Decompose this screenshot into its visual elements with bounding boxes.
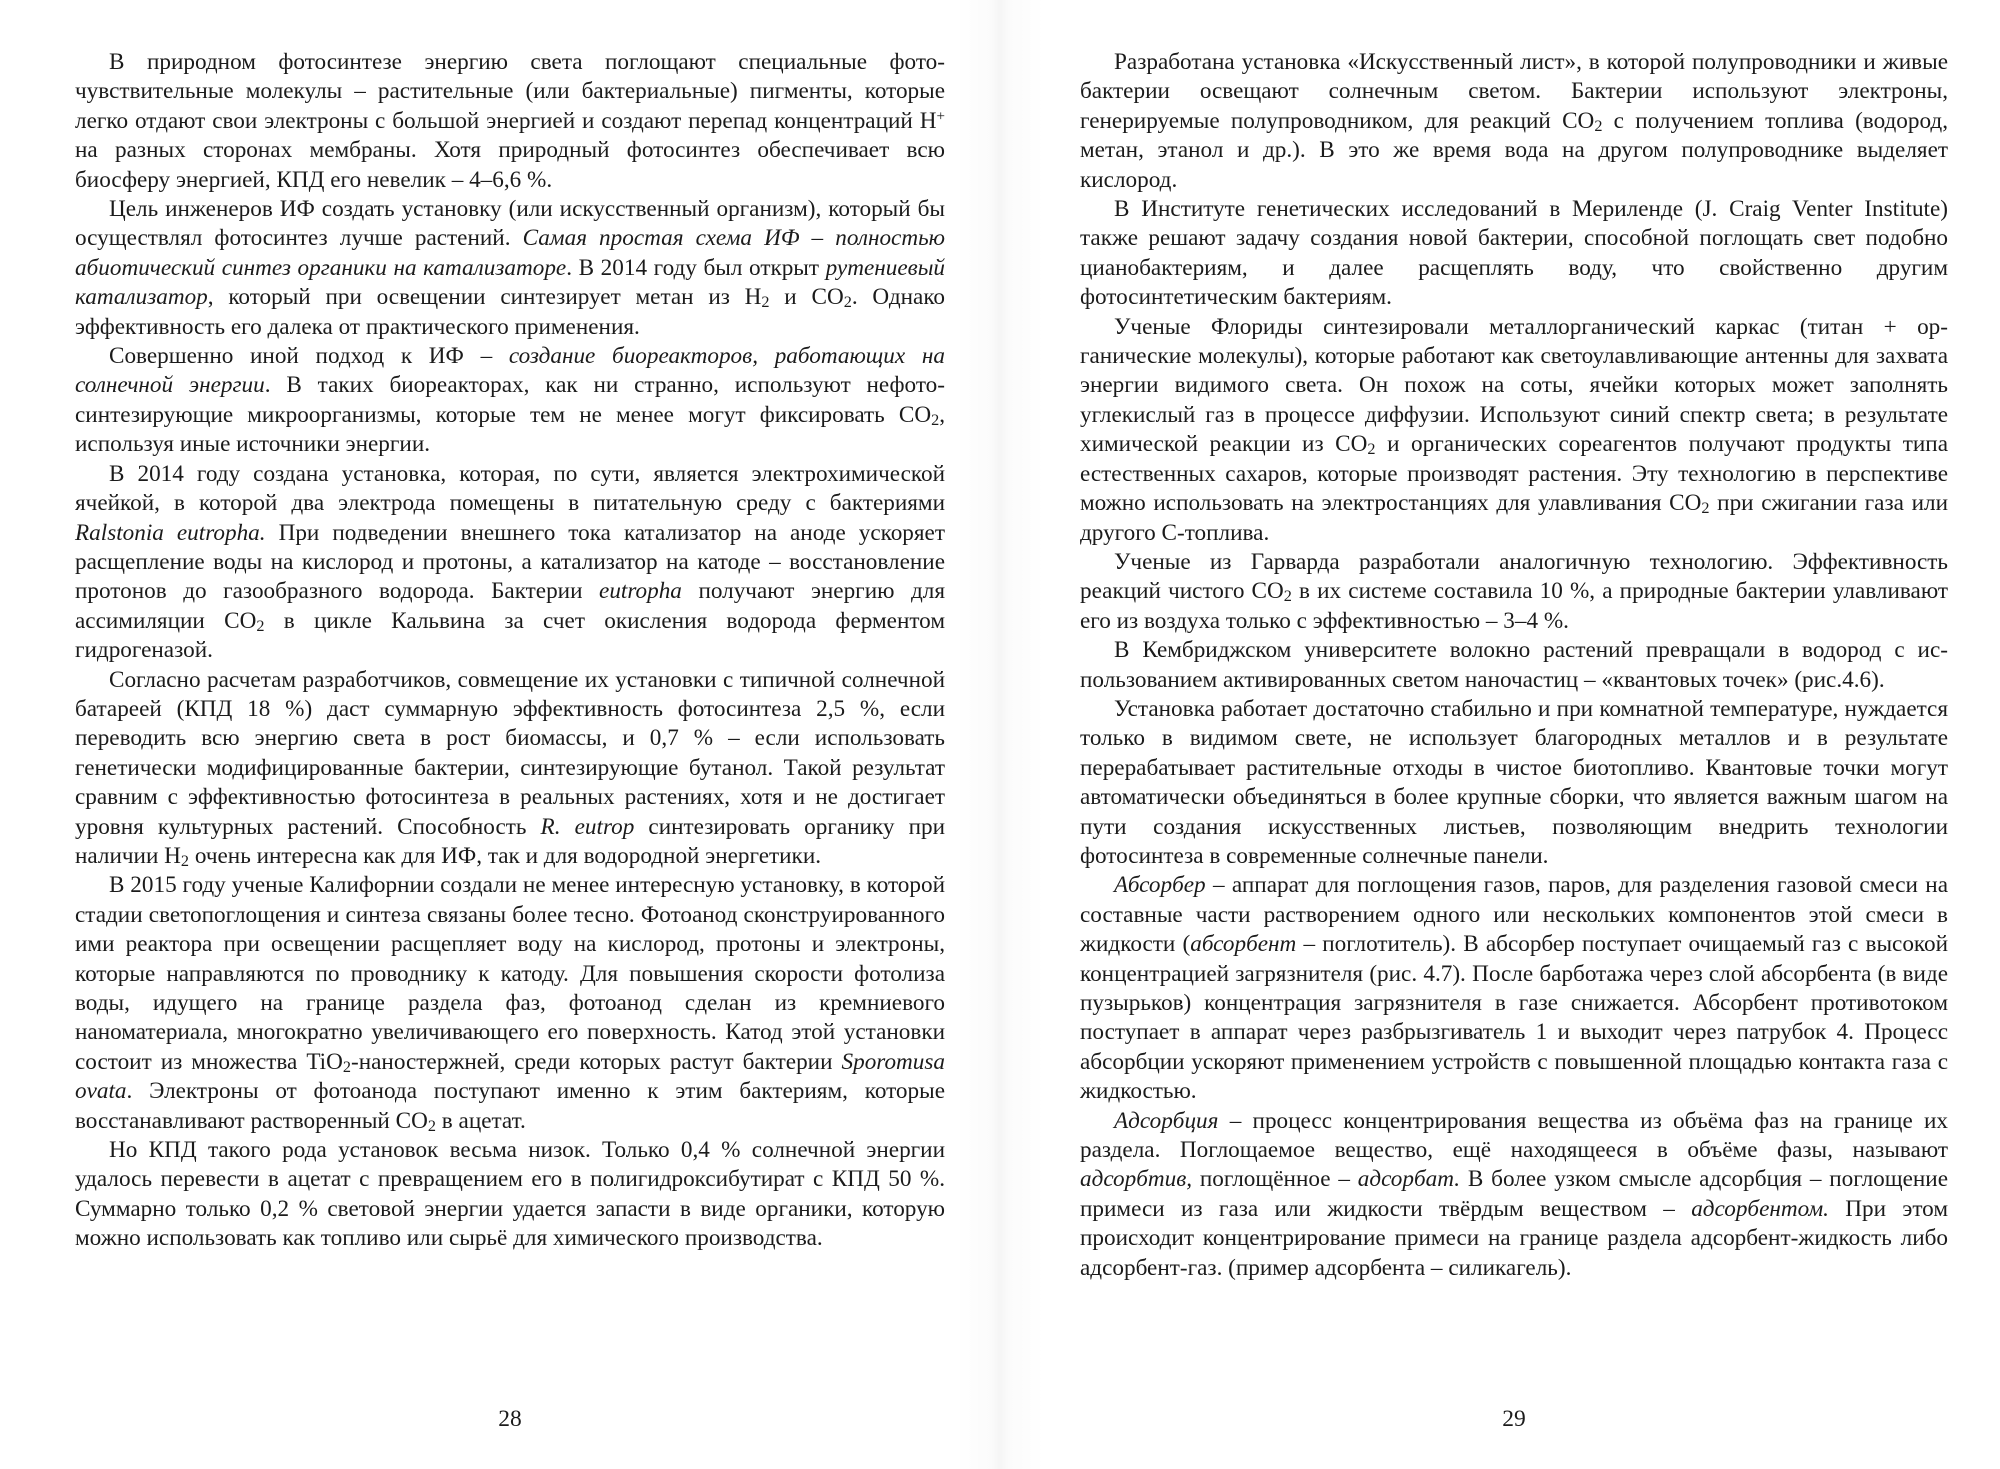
text-run: , используя иные источники энергии. xyxy=(75,401,945,458)
text-run: В природном фотосинтезе энергию света поглощают специальные фоточувствительные молекулы – растительные (или бактериальные) пигменты, которые легко отдают свои электроны с большой энергией и создают перепад концентраций H xyxy=(75,49,945,134)
text-run: В 2014 году создана установка, которая, по сути, является электрохимической ячейкой, в которой два электрода помещены в питательную среду с бактериями xyxy=(75,460,945,517)
paragraph xyxy=(1080,1107,1948,1283)
italic-text: рутениевый катализатор xyxy=(75,254,945,311)
right-page-text xyxy=(1080,48,1948,1283)
subscript-text: 2 xyxy=(427,1116,436,1135)
left-page xyxy=(75,48,945,1448)
italic-text: Абсорбер xyxy=(1114,872,1206,899)
italic-text: абсорбент xyxy=(1190,931,1297,958)
text-run: Разработана установка «Искусственный лист», в которой полупроводники и живые бактерии освещают солнечным светом. Бактерии используют электроны, генерируемые полупроводником, для реакций CO xyxy=(1080,49,1948,134)
text-run: – поглотитель). В абсорбер поступает очищаемый газ с высокой концентрацией загрязнителя (рис. 4.7). После барботажа через слой абсорбента (в виде пузырьков) концентрация загрязнителя в газе снижается. Абсорбент противотоком поступает в аппарат через разбрызгиватель 1 и выходит через патрубок 4. Процесс абсорбции ускоряют применением устройств с повышенной площадью контакта газа с жидкостью. xyxy=(1080,931,1948,1105)
paragraph xyxy=(75,460,945,666)
paragraph xyxy=(75,342,945,460)
text-run: – процесс концентрирования вещества из объёма фаз на границе их раздела. Поглощаемое вещество, ещё находящееся в объёме фазы, называют xyxy=(1080,1107,1948,1164)
paragraph xyxy=(1080,695,1948,871)
paragraph xyxy=(1080,195,1948,313)
page-number: 28 xyxy=(498,1406,522,1432)
paragraph xyxy=(75,871,945,1136)
paragraph xyxy=(75,195,945,342)
text-run: и CO xyxy=(769,284,844,311)
text-run: В Институте генетических исследований в Мериленде (J. Craig Venter Institute) также решают задачу создания новой бактерии, способной поглощать свет подобно цианобактериям, и далее расщеплять воду, что свойственно другим фотосинтетическим бактериям. xyxy=(1080,196,1948,311)
italic-text: Самая простая схема ИФ – полностью абиотический синтез органики на катализаторе xyxy=(75,225,945,281)
text-run: при сжигании газа или другого С-топлива. xyxy=(1080,490,1948,546)
text-run: . В таких биореакторах, как ни странно, используют нефотосинтезирующие микроорганизмы, которые тем не менее могут фиксировать CO xyxy=(75,372,945,428)
subscript-text: 2 xyxy=(1283,587,1292,606)
subscript-text: 2 xyxy=(256,616,265,635)
text-run: в их системе составила 10 %, а природные бактерии улавливают его из воздуха только с эффективностью – 3–4 %. xyxy=(1080,578,1948,634)
text-run: В более узком смысле адсорбция – поглощение примеси из газа или жидкости твёрдым веществом – xyxy=(1080,1166,1948,1222)
text-run: Ученые из Гарварда разработали аналогичную технологию. Эффективность реакций чистого CO xyxy=(1080,548,1948,605)
page-number: 29 xyxy=(1502,1406,1526,1432)
text-run: получают энергию для ассимиляции CO xyxy=(75,578,945,634)
subscript-text: 2 xyxy=(180,852,190,871)
text-run: Ученые Флориды синтезировали металлорганический каркас (титан + органические молекулы), которые работают как светоулавливающие антенны для захвата энергии видимого света. Он похож на соты, ячейки которых может заполнять углекислый газ в процессе диффузии. Используют синий спектр света; в результате химической реакции из CO xyxy=(1080,313,1948,458)
subscript-text: 2 xyxy=(1367,440,1376,459)
italic-text: адсорбентом. xyxy=(1691,1195,1829,1222)
italic-text: создание биореакторов, работающих на солнечной энергии xyxy=(75,343,945,399)
text-run: В 2015 году ученые Калифорнии создали не менее интересную установку, в которой стадии светопоглощения и синтеза связаны более тесно. Фотоанод сконструированного ими реактора при освещении расщепляет воду на кислород, протоны и электроны, которые направляются по проводнику к катоду. Для повышения скорости фотолиза воды, идущего на границе раздела фаз, фотоанод сделан из кремниевого наноматериала, многократно увеличивающего его поверхность. Катод этой установки состоит из множества TiO xyxy=(75,872,945,1075)
text-run: . В 2014 году был открыт xyxy=(566,254,826,281)
subscript-text: 2 xyxy=(931,411,940,430)
subscript-text: 2 xyxy=(1701,499,1710,518)
text-run: Но КПД такого рода установок весьма низок. Только 0,4 % солнечной энергии удалось перевести в ацетат с превращением его в полигидроксибутират с КПД 50 %. Суммарно только 0,2 % световой энергии удается запасти в виде органики, которую можно использовать как топливо или сырьё для химического производства. xyxy=(75,1137,945,1252)
italic-text: адсорбат. xyxy=(1357,1166,1461,1193)
left-page-text xyxy=(75,48,945,1254)
paragraph xyxy=(75,48,945,195)
text-run: Цель инженеров ИФ создать установку (или искусственный организм), который бы осуществлял фотосинтез лучше растений. xyxy=(75,196,945,252)
text-run: При этом происходит концентрирование примеси на границе раздела адсорбент-жидкость либо адсорбент-газ. (пример адсорбента – силикагель). xyxy=(1080,1195,1948,1281)
paragraph xyxy=(75,1136,945,1254)
right-page xyxy=(1080,48,1948,1448)
book-gutter xyxy=(955,0,1045,1469)
subscript-text: 2 xyxy=(761,293,770,312)
text-run: синтезировать органику при наличии H xyxy=(75,813,945,869)
text-run: -наностержней, среди которых растут бактерии xyxy=(351,1048,842,1075)
paragraph xyxy=(1080,548,1948,636)
text-run: поглощённое – xyxy=(1192,1166,1358,1193)
text-run: и органических сореагентов получают продукты типа естественных сахаров, которые производят растения. Эту технологию в перспективе можно использовать на электростанциях для улавливания CO xyxy=(1080,431,1948,517)
text-run: . Однако эффективность его далека от практического применения. xyxy=(75,284,946,340)
italic-text: адсорбтив, xyxy=(1080,1166,1193,1193)
text-run: Согласно расчетам разработчиков, совмещение их установки с типичной солнечной батареей (КПД 18 %) даст суммарную эффективность фотосинтеза 2,5 %, если переводить всю энергию света в рост биомассы, и 0,7 % – если использовать генетически модифицированные бактерии, синтезирующие бутанол. Такой результат сравним с эффективностью фотосинтеза в реальных растениях, хотя и не достигает уровня культурных растений. Способность xyxy=(75,666,945,840)
text-run: в цикле Кальвина за счет окисления водорода ферментом гидрогеназой. xyxy=(75,607,946,664)
paragraph xyxy=(75,666,945,872)
text-run: в ацетат. xyxy=(435,1107,526,1134)
italic-text: Sporomusa ovata xyxy=(75,1048,945,1105)
italic-text: eutropha xyxy=(599,578,682,605)
text-run: – аппарат для поглощения газов, паров, для разделения газовой смеси на составные части растворением одного или нескольких компонентов этой смеси в жидкости ( xyxy=(1080,872,1948,958)
subscript-text: 2 xyxy=(843,293,852,312)
text-run: Совершенно иной подход к ИФ – xyxy=(109,343,509,370)
text-run: с получением топлива (водород, метан, этанол и др.). В это же время вода на другом полупроводнике выделяет кислород. xyxy=(1080,107,1949,193)
subscript-text: 2 xyxy=(342,1058,351,1077)
italic-text: R. eutrop xyxy=(540,813,635,840)
subscript-text: 2 xyxy=(1594,117,1603,136)
text-run: очень интересна как для ИФ, так и для водородной энергетики. xyxy=(189,842,822,869)
text-run: Установка работает достаточно стабильно и при комнатной температуре, нуждается только в видимом свете, не использует благородных металлов и в результате перерабатывает растительные отходы в чистое биотопливо. Квантовые точки могут автоматически объединяться в более крупные сборки, что является важным шагом на пути создания искусственных листьев, позволяющим внедрить технологии фотосинтеза в современные солнечные панели. xyxy=(1080,695,1948,869)
paragraph xyxy=(1080,313,1948,548)
text-run: . Электроны от фотоанода поступают именно к этим бактериям, которые восстанавливают растворенный CO xyxy=(75,1078,945,1134)
text-run: В Кембриджском университете волокно растений превращали в водород с использованием активированных светом наночастиц – «квантовых точек» (рис.4.6). xyxy=(1080,637,1948,693)
paragraph xyxy=(1080,48,1948,195)
paragraph xyxy=(1080,636,1948,695)
text-run: При подведении внешнего тока катализатор на аноде ускоряет расщепление воды на кислород и протоны, а катализатор на катоде – восстановление протонов до газообразного водорода. Бактерии xyxy=(75,519,945,605)
italic-text: Адсорбция xyxy=(1114,1107,1219,1134)
superscript-text: + xyxy=(936,108,945,125)
text-run: , который при освещении синтезирует метан из H xyxy=(207,284,762,311)
text-run: на разных сторонах мембраны. Хотя природный фотосинтез обеспечивает всю биосферу энергией, КПД его невелик – 4–6,6 %. xyxy=(75,137,945,193)
paragraph xyxy=(1080,871,1948,1106)
italic-text: Ralstonia eutropha. xyxy=(75,519,266,546)
